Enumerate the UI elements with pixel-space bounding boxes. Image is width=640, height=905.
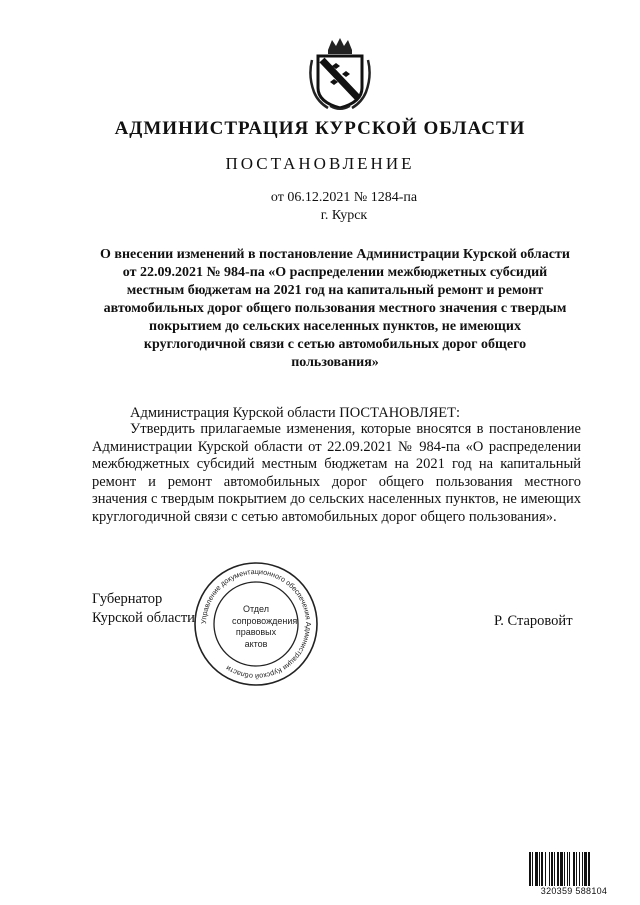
- signatory-position-line2: Курской области: [92, 610, 195, 626]
- stamp-line4: актов: [244, 638, 268, 649]
- stamp-line2: сопровождения: [232, 615, 298, 626]
- organization-title: АДМИНИСТРАЦИЯ КУРСКОЙ ОБЛАСТИ: [114, 118, 526, 139]
- barcode-number: 320359 588104: [526, 886, 622, 896]
- stamp-line3: правовых: [235, 627, 277, 637]
- signatory-position-line1: Губернатор: [92, 591, 163, 607]
- signatory-position: [92, 590, 195, 628]
- stamp-inner-text: [232, 604, 298, 650]
- signatory-name: Р. Старовойт: [494, 613, 573, 629]
- coat-of-arms-emblem: [308, 36, 372, 112]
- body-intro: Администрация Курской области ПОСТАНОВЛЯЕТ:: [130, 405, 461, 421]
- document-date-number: от 06.12.2021 № 1284-па: [270, 190, 418, 205]
- stamp-line1: Отдел: [242, 604, 270, 614]
- document-type: ПОСТАНОВЛЕНИЕ: [225, 154, 415, 173]
- body-paragraph: Утвердить прилагаемые изменения, которые вносятся в постановление Администрации Курской области от 22.09.2021 № 984-па «О распределении межбюджетных субсидий местным бюджетам на 2021 год на капитальный ремонт и ремонт автомобильных дорог общего пользования местного значения с твердым покрытием до сельских населенных пунктов, не имеющих круглогодичной связи с сетью автомобильных дорог общего пользования».: [92, 421, 581, 525]
- document-city: г. Курск: [320, 208, 368, 223]
- document-heading: О внесении изменений в постановление Администрации Курской области от 22.09.2021 № 984-па «О распределении межбюджетных субсидий местным бюджетам на 2021 год на капитальный ремонт и ремонт автомобильных дорог общего пользования местного значения с твердым покрытием до сельских населенных пунктов, не имеющих круглогодичной связи с сетью автомобильных дорог общего пользования»: [100, 247, 570, 370]
- stamp-ring-text: Управление документационного обеспечения Администрации Курской области: [198, 566, 314, 682]
